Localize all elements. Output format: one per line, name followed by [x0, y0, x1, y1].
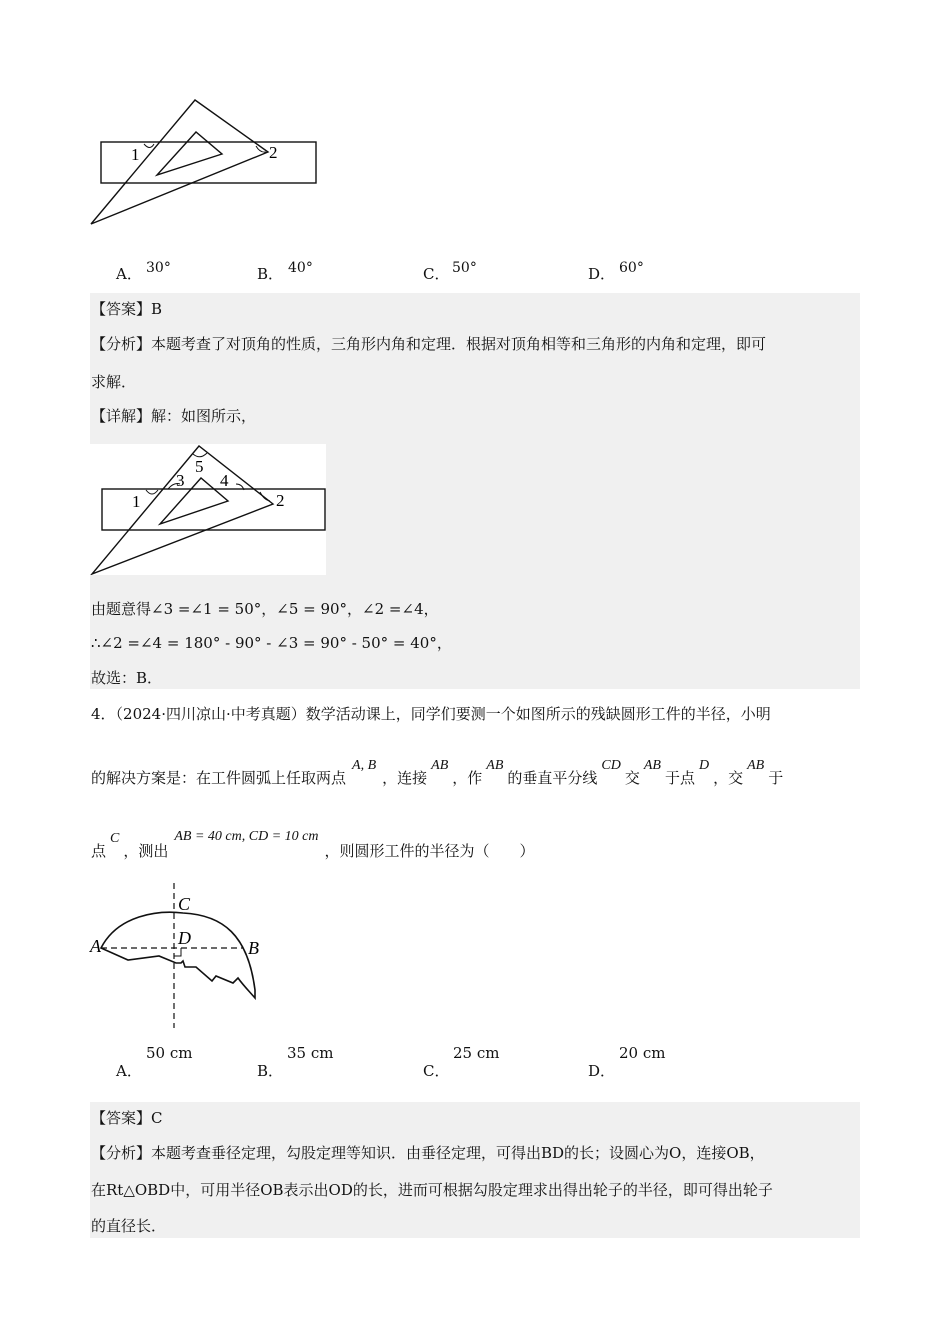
labeled-angles-figure [90, 444, 326, 575]
q4-stem-line3 [91, 829, 535, 861]
q3-option-d-letter: D． [588, 265, 616, 283]
q3-option-c-value: 50° [452, 260, 477, 276]
angle-1-arc [146, 490, 158, 494]
q4-option-b-letter: B． [257, 1062, 284, 1080]
inner-triangle [160, 478, 228, 524]
q4-option-d-value: 20 cm [619, 1044, 666, 1062]
q4-stem-text: ，测出 [123, 842, 169, 860]
q4-solution-block [90, 1102, 860, 1238]
q4-stem-text: 交 [624, 769, 640, 787]
q4-math-arc-ab: AB [747, 758, 765, 773]
q4-stem-text: ，作 [452, 769, 483, 787]
q4-option-a-value: 50 cm [146, 1044, 193, 1062]
point-label-a: A [90, 936, 101, 956]
q4-math-points-ab: A, B [352, 758, 377, 773]
q4-option-d-letter: D． [588, 1062, 616, 1080]
q4-math-d: D [698, 758, 710, 773]
right-angle-mark [174, 948, 181, 956]
angle-label-1: 1 [131, 145, 140, 164]
q3-option-c-letter: C． [423, 265, 450, 283]
q4-stem-text: 于 [768, 769, 784, 787]
circle-arc [101, 912, 255, 998]
q4-stem-text: 于点 [664, 769, 695, 787]
q3-step1: 由题意得∠3 =∠1 = 50°，∠5 = 90°，∠2 =∠4， [91, 600, 439, 618]
q4-stem-text: 的垂直平分线 [507, 769, 598, 787]
q3-option-a-letter: A． [116, 265, 142, 283]
point-label-d: D [178, 928, 191, 948]
q4-math-ab: AB [486, 758, 504, 773]
q3-detail: 【详解】解：如图所示， [91, 407, 257, 425]
angle-label-2: 2 [269, 143, 278, 162]
q4-analysis-line1: 【分析】本题考查垂径定理，勾股定理等知识．由垂径定理，可得出BD的长；设圆心为O，连接OB， [91, 1144, 765, 1162]
outer-triangle [91, 100, 268, 224]
q3-choice: 故选：B． [91, 669, 163, 687]
q3-analysis-line1: 【分析】本题考查了对顶角的性质，三角形内角和定理．根据对顶角相等和三角形的内角和定理，即可 [91, 335, 767, 353]
q3-answer: 【答案】B [91, 300, 163, 318]
q4-stem-text: ，连接 [382, 769, 428, 787]
q4-stem-line2 [91, 758, 784, 788]
q4-math-ab: AB [643, 758, 661, 773]
angle-label-2: 2 [276, 491, 285, 510]
point-label-b: B [248, 938, 259, 958]
q3-analysis-line2: 求解． [91, 373, 137, 391]
q4-option-b-value: 35 cm [287, 1044, 334, 1062]
q4-option-c-letter: C． [423, 1062, 450, 1080]
angle-label-1: 1 [132, 492, 141, 511]
broken-circle-figure [88, 880, 273, 1030]
q4-answer: 【答案】C [91, 1109, 163, 1127]
angle-label-5: 5 [195, 457, 204, 476]
q4-analysis-line3: 的直径长． [91, 1217, 167, 1235]
triangle-ruler-figure [86, 96, 326, 231]
q4-stem-line1: 4．（2024·四川凉山·中考真题）数学活动课上，同学们要测一个如图所示的残缺圆形工件的半径，小明 [91, 705, 771, 723]
q4-math-ab: AB [431, 758, 449, 773]
q3-step2: ∴∠2 =∠4 = 180° - 90° - ∠3 = 90° - 50° = 40°， [91, 634, 452, 652]
q4-stem-text: 点 [91, 842, 107, 860]
q4-stem-text: 的解决方案是：在工件圆弧上任取两点 [91, 769, 347, 787]
outer-triangle [92, 446, 273, 574]
q4-math-measurements: AB = 40 cm, CD = 10 cm [174, 829, 319, 844]
angle-label-4: 4 [220, 471, 229, 490]
q4-math-cd: CD [601, 758, 621, 773]
q4-stem-text: ，交 [713, 769, 744, 787]
inner-triangle [157, 132, 222, 175]
q3-option-a-value: 30° [146, 260, 171, 276]
q4-analysis-line2: 在Rt△OBD中，可用半径OB表示出OD的长，进而可根据勾股定理求出得出轮子的半径，即可得出轮子 [91, 1181, 773, 1199]
angle-1-arc [144, 144, 154, 148]
q3-option-d-value: 60° [619, 260, 644, 276]
q4-math-c: C [110, 831, 120, 846]
q4-option-a-letter: A． [116, 1062, 142, 1080]
point-label-c: C [178, 894, 191, 914]
q3-option-b-value: 40° [288, 260, 313, 276]
q4-option-c-value: 25 cm [453, 1044, 500, 1062]
angle-label-3: 3 [176, 471, 185, 490]
q4-stem-text: ，则圆形工件的半径为（ ） [324, 842, 535, 860]
q3-option-b-letter: B． [257, 265, 284, 283]
